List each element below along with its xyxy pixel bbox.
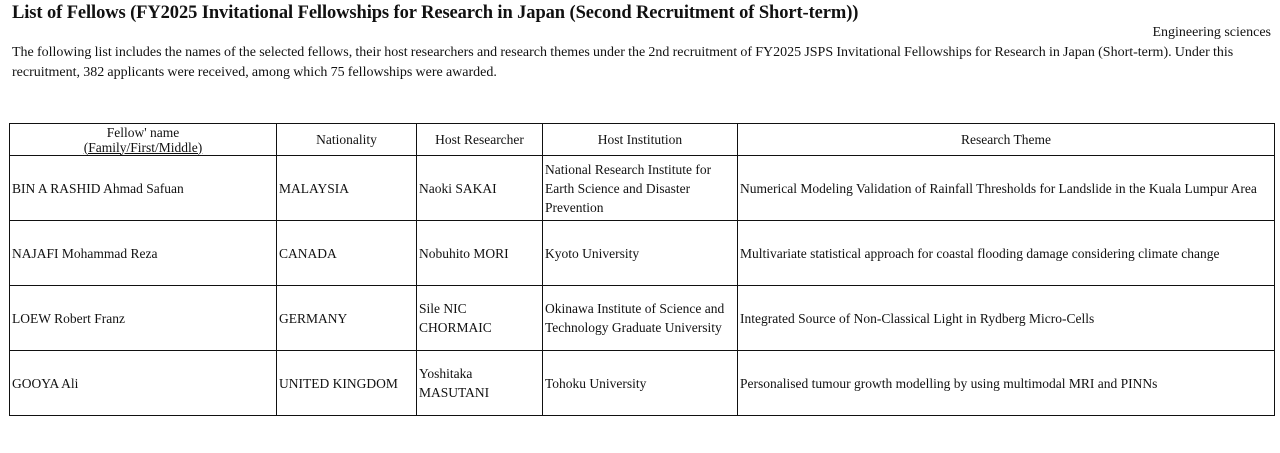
header-research-theme: Research Theme bbox=[738, 124, 1275, 156]
cell-fellow-name: NAJAFI Mohammad Reza bbox=[10, 221, 277, 286]
cell-fellow-name: BIN A RASHID Ahmad Safuan bbox=[10, 156, 277, 221]
page-title: List of Fellows (FY2025 Invitational Fellowships for Research in Japan (Second Recruitment of Short-term)) bbox=[12, 3, 859, 23]
header-fellow-name-line1: Fellow' name bbox=[106, 124, 180, 140]
header-fellow-name-line2: (Family/First/Middle) bbox=[83, 139, 203, 155]
header-nationality: Nationality bbox=[277, 124, 417, 156]
cell-host-institution: Okinawa Institute of Science and Technology Graduate University bbox=[543, 286, 738, 351]
cell-fellow-name: LOEW Robert Franz bbox=[10, 286, 277, 351]
cell-research-theme: Multivariate statistical approach for coastal flooding damage considering climate change bbox=[738, 221, 1275, 286]
header-host-institution: Host Institution bbox=[543, 124, 738, 156]
cell-fellow-name: GOOYA Ali bbox=[10, 351, 277, 416]
category-label: Engineering sciences bbox=[1152, 25, 1271, 40]
cell-host-researcher: Nobuhito MORI bbox=[417, 221, 543, 286]
cell-host-researcher: Sile NIC CHORMAIC bbox=[417, 286, 543, 351]
cell-host-institution: National Research Institute for Earth Science and Disaster Prevention bbox=[543, 156, 738, 221]
cell-nationality: UNITED KINGDOM bbox=[277, 351, 417, 416]
table-row bbox=[10, 351, 1275, 416]
table-row bbox=[10, 286, 1275, 351]
cell-host-researcher: Naoki SAKAI bbox=[417, 156, 543, 221]
header-fellow-name bbox=[10, 124, 277, 156]
cell-research-theme: Numerical Modeling Validation of Rainfall Thresholds for Landslide in the Kuala Lumpur Area bbox=[738, 156, 1275, 221]
table-row bbox=[10, 221, 1275, 286]
intro-paragraph: The following list includes the names of the selected fellows, their host researchers and research themes under the 2nd recruitment of FY2025 JSPS Invitational Fellowships for Research in Japan (Short-term). Under this recruitment, 382 applicants were received, among which 75 fellowships were awarded. bbox=[12, 45, 1234, 80]
cell-host-institution: Kyoto University bbox=[543, 221, 738, 286]
cell-host-institution: Tohoku University bbox=[543, 351, 738, 416]
cell-nationality: MALAYSIA bbox=[277, 156, 417, 221]
header-host-researcher: Host Researcher bbox=[417, 124, 543, 156]
cell-nationality: GERMANY bbox=[277, 286, 417, 351]
cell-research-theme: Integrated Source of Non-Classical Light in Rydberg Micro-Cells bbox=[738, 286, 1275, 351]
table-header-row bbox=[10, 124, 1275, 156]
table-row bbox=[10, 156, 1275, 221]
cell-nationality: CANADA bbox=[277, 221, 417, 286]
fellows-table bbox=[9, 123, 1275, 416]
cell-host-researcher: Yoshitaka MASUTANI bbox=[417, 351, 543, 416]
cell-research-theme: Personalised tumour growth modelling by using multimodal MRI and PINNs bbox=[738, 351, 1275, 416]
